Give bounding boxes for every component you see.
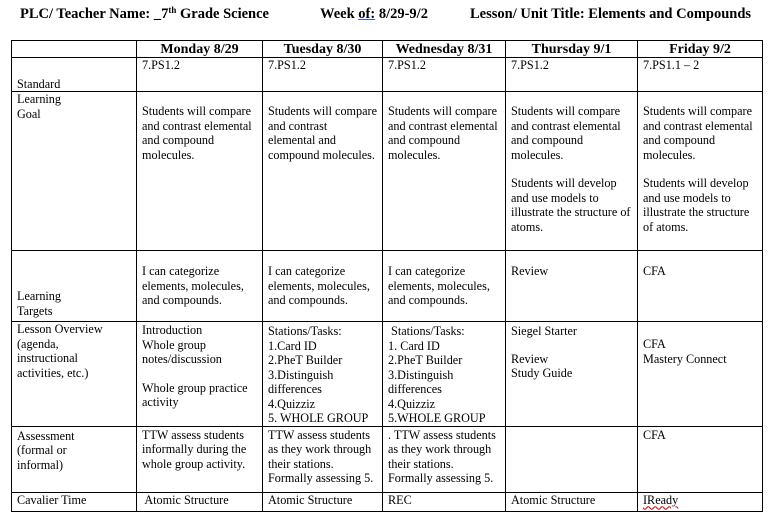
lesson-overview-row	[12, 322, 763, 427]
assessment-thursday	[506, 426, 638, 492]
column-header-tuesday: Tuesday 8/30	[263, 41, 383, 58]
week-value: 8/29-9/2	[375, 6, 428, 22]
column-header-friday: Friday 9/2	[638, 41, 763, 58]
label-line: informal)	[17, 457, 64, 472]
learning-targets-row	[12, 251, 763, 322]
row-label-assessment	[12, 426, 137, 492]
column-header-wednesday: Wednesday 8/31	[383, 41, 506, 58]
overview-line: Siegel Starter	[511, 324, 577, 338]
overview-line: 3.Distinguish differences	[388, 367, 454, 396]
label-line: Assessment	[17, 428, 75, 443]
cavalier-time-wednesday: REC	[383, 492, 506, 511]
lesson-overview-wednesday	[383, 322, 506, 427]
overview-line: Whole group notes/discussion	[142, 337, 222, 366]
assessment-monday: TTW assess students informally during the whole group activity.	[137, 426, 263, 492]
label-line: activities, etc.)	[17, 365, 89, 380]
standard-tuesday: 7.PS1.2	[263, 58, 383, 92]
label-line: Learning	[17, 289, 61, 303]
overview-line: Study Guide	[511, 366, 573, 380]
standard-thursday: 7.PS1.2	[506, 58, 638, 92]
row-label-learning-goal	[12, 92, 137, 251]
overview-line: 4.Quizziz	[268, 396, 316, 411]
lesson-overview-monday	[137, 322, 263, 427]
label-line: instructional	[17, 351, 78, 365]
learning-targets-thursday: Review	[506, 251, 638, 322]
label-line: (agenda,	[17, 336, 59, 351]
overview-line: 2.PheT Builder	[268, 353, 343, 367]
lesson-overview-tuesday	[263, 322, 383, 427]
overview-line: Stations/Tasks:	[388, 324, 465, 338]
overview-line: Whole group practice activity	[142, 380, 248, 409]
spellcheck-word: IReady	[643, 492, 679, 507]
learning-goal-monday: Students will compare and contrast elemental and compound molecules.	[137, 92, 263, 251]
grade-subject: Grade Science	[176, 6, 269, 22]
overview-line: 1. Card ID	[388, 338, 440, 353]
assessment-wednesday: . TTW assess students as they work through their stations. Formally assessing 5.	[383, 426, 506, 492]
learning-goal-tuesday: Students will compare and contrast elemental and compound molecules.	[263, 92, 383, 251]
cavalier-time-friday	[638, 492, 763, 511]
week-of-label: of:	[358, 6, 376, 22]
overview-line: 1.Card ID	[268, 338, 317, 353]
goal-text: Students will compare and contrast elemental and compound molecules.	[511, 104, 621, 162]
row-label-learning-targets	[12, 251, 137, 322]
overview-line: Mastery Connect	[643, 351, 727, 366]
standard-monday: 7.PS1.2	[137, 58, 263, 92]
row-label-lesson-overview	[12, 322, 137, 427]
week-of	[320, 6, 428, 23]
lesson-overview-friday	[638, 322, 763, 427]
label-line: Goal	[17, 106, 41, 121]
row-label-cavalier-time: Cavalier Time	[12, 492, 137, 511]
overview-line: Introduction	[142, 323, 203, 337]
learning-goal-row	[12, 92, 763, 251]
assessment-friday: CFA	[638, 426, 763, 492]
learning-goal-thursday	[506, 92, 638, 251]
ordinal-suffix: th	[168, 5, 177, 15]
goal-text: Students will develop and use models to illustrate the structure of atoms.	[643, 176, 750, 234]
standard-wednesday: 7.PS1.2	[383, 58, 506, 92]
learning-targets-wednesday: I can categorize elements, molecules, and compounds.	[383, 251, 506, 322]
cavalier-time-thursday: Atomic Structure	[506, 492, 638, 511]
goal-text: Students will develop and use models to illustrate the structure of atoms.	[511, 176, 631, 234]
overview-line: 5. WHOLE GROUP	[268, 411, 369, 425]
assessment-row	[12, 426, 763, 492]
label-line: Learning	[17, 92, 61, 106]
lesson-overview-thursday	[506, 322, 638, 427]
cavalier-time-monday: Atomic Structure	[137, 492, 263, 511]
label-line: (formal or	[17, 443, 67, 457]
column-header-monday: Monday 8/29	[137, 41, 263, 58]
cavalier-time-tuesday: Atomic Structure	[263, 492, 383, 511]
assessment-tuesday: TTW assess students as they work through their stations. Formally assessing 5.	[263, 426, 383, 492]
week-label: Week	[320, 6, 359, 22]
overview-line: CFA	[643, 337, 666, 351]
overview-line: Review	[511, 351, 549, 366]
standard-friday: 7.PS1.1 – 2	[638, 58, 763, 92]
overview-line: 5.WHOLE GROUP	[388, 411, 486, 425]
corner-cell	[12, 41, 137, 58]
overview-line: 2.PheT Builder	[388, 353, 463, 367]
header-row	[12, 41, 763, 58]
teacher-label: PLC/ Teacher Name: _7	[20, 6, 169, 22]
learning-targets-monday: I can categorize elements, molecules, and compounds.	[137, 251, 263, 322]
label-line: Targets	[17, 303, 53, 318]
column-header-thursday: Thursday 9/1	[506, 41, 638, 58]
lesson-unit-title: Lesson/ Unit Title: Elements and Compounds	[470, 6, 752, 22]
learning-goal-wednesday: Students will compare and contrast elemental and compound molecules.	[383, 92, 506, 251]
cavalier-time-row	[12, 492, 763, 511]
standard-row	[12, 58, 763, 92]
row-label-standard: Standard	[12, 58, 137, 92]
document-header	[20, 6, 771, 26]
lesson-plan-table	[11, 40, 763, 512]
label-line: Lesson Overview	[17, 322, 103, 336]
overview-line: Stations/Tasks:	[268, 324, 342, 338]
learning-targets-friday: CFA	[638, 251, 763, 322]
goal-text: Students will compare and contrast elemental and compound molecules.	[643, 104, 753, 162]
learning-targets-tuesday: I can categorize elements, molecules, and compounds.	[263, 251, 383, 322]
overview-line: 3.Distinguish differences	[268, 367, 334, 396]
overview-line: 4.Quizziz	[388, 396, 436, 411]
learning-goal-friday	[638, 92, 763, 251]
teacher-name	[20, 6, 269, 23]
